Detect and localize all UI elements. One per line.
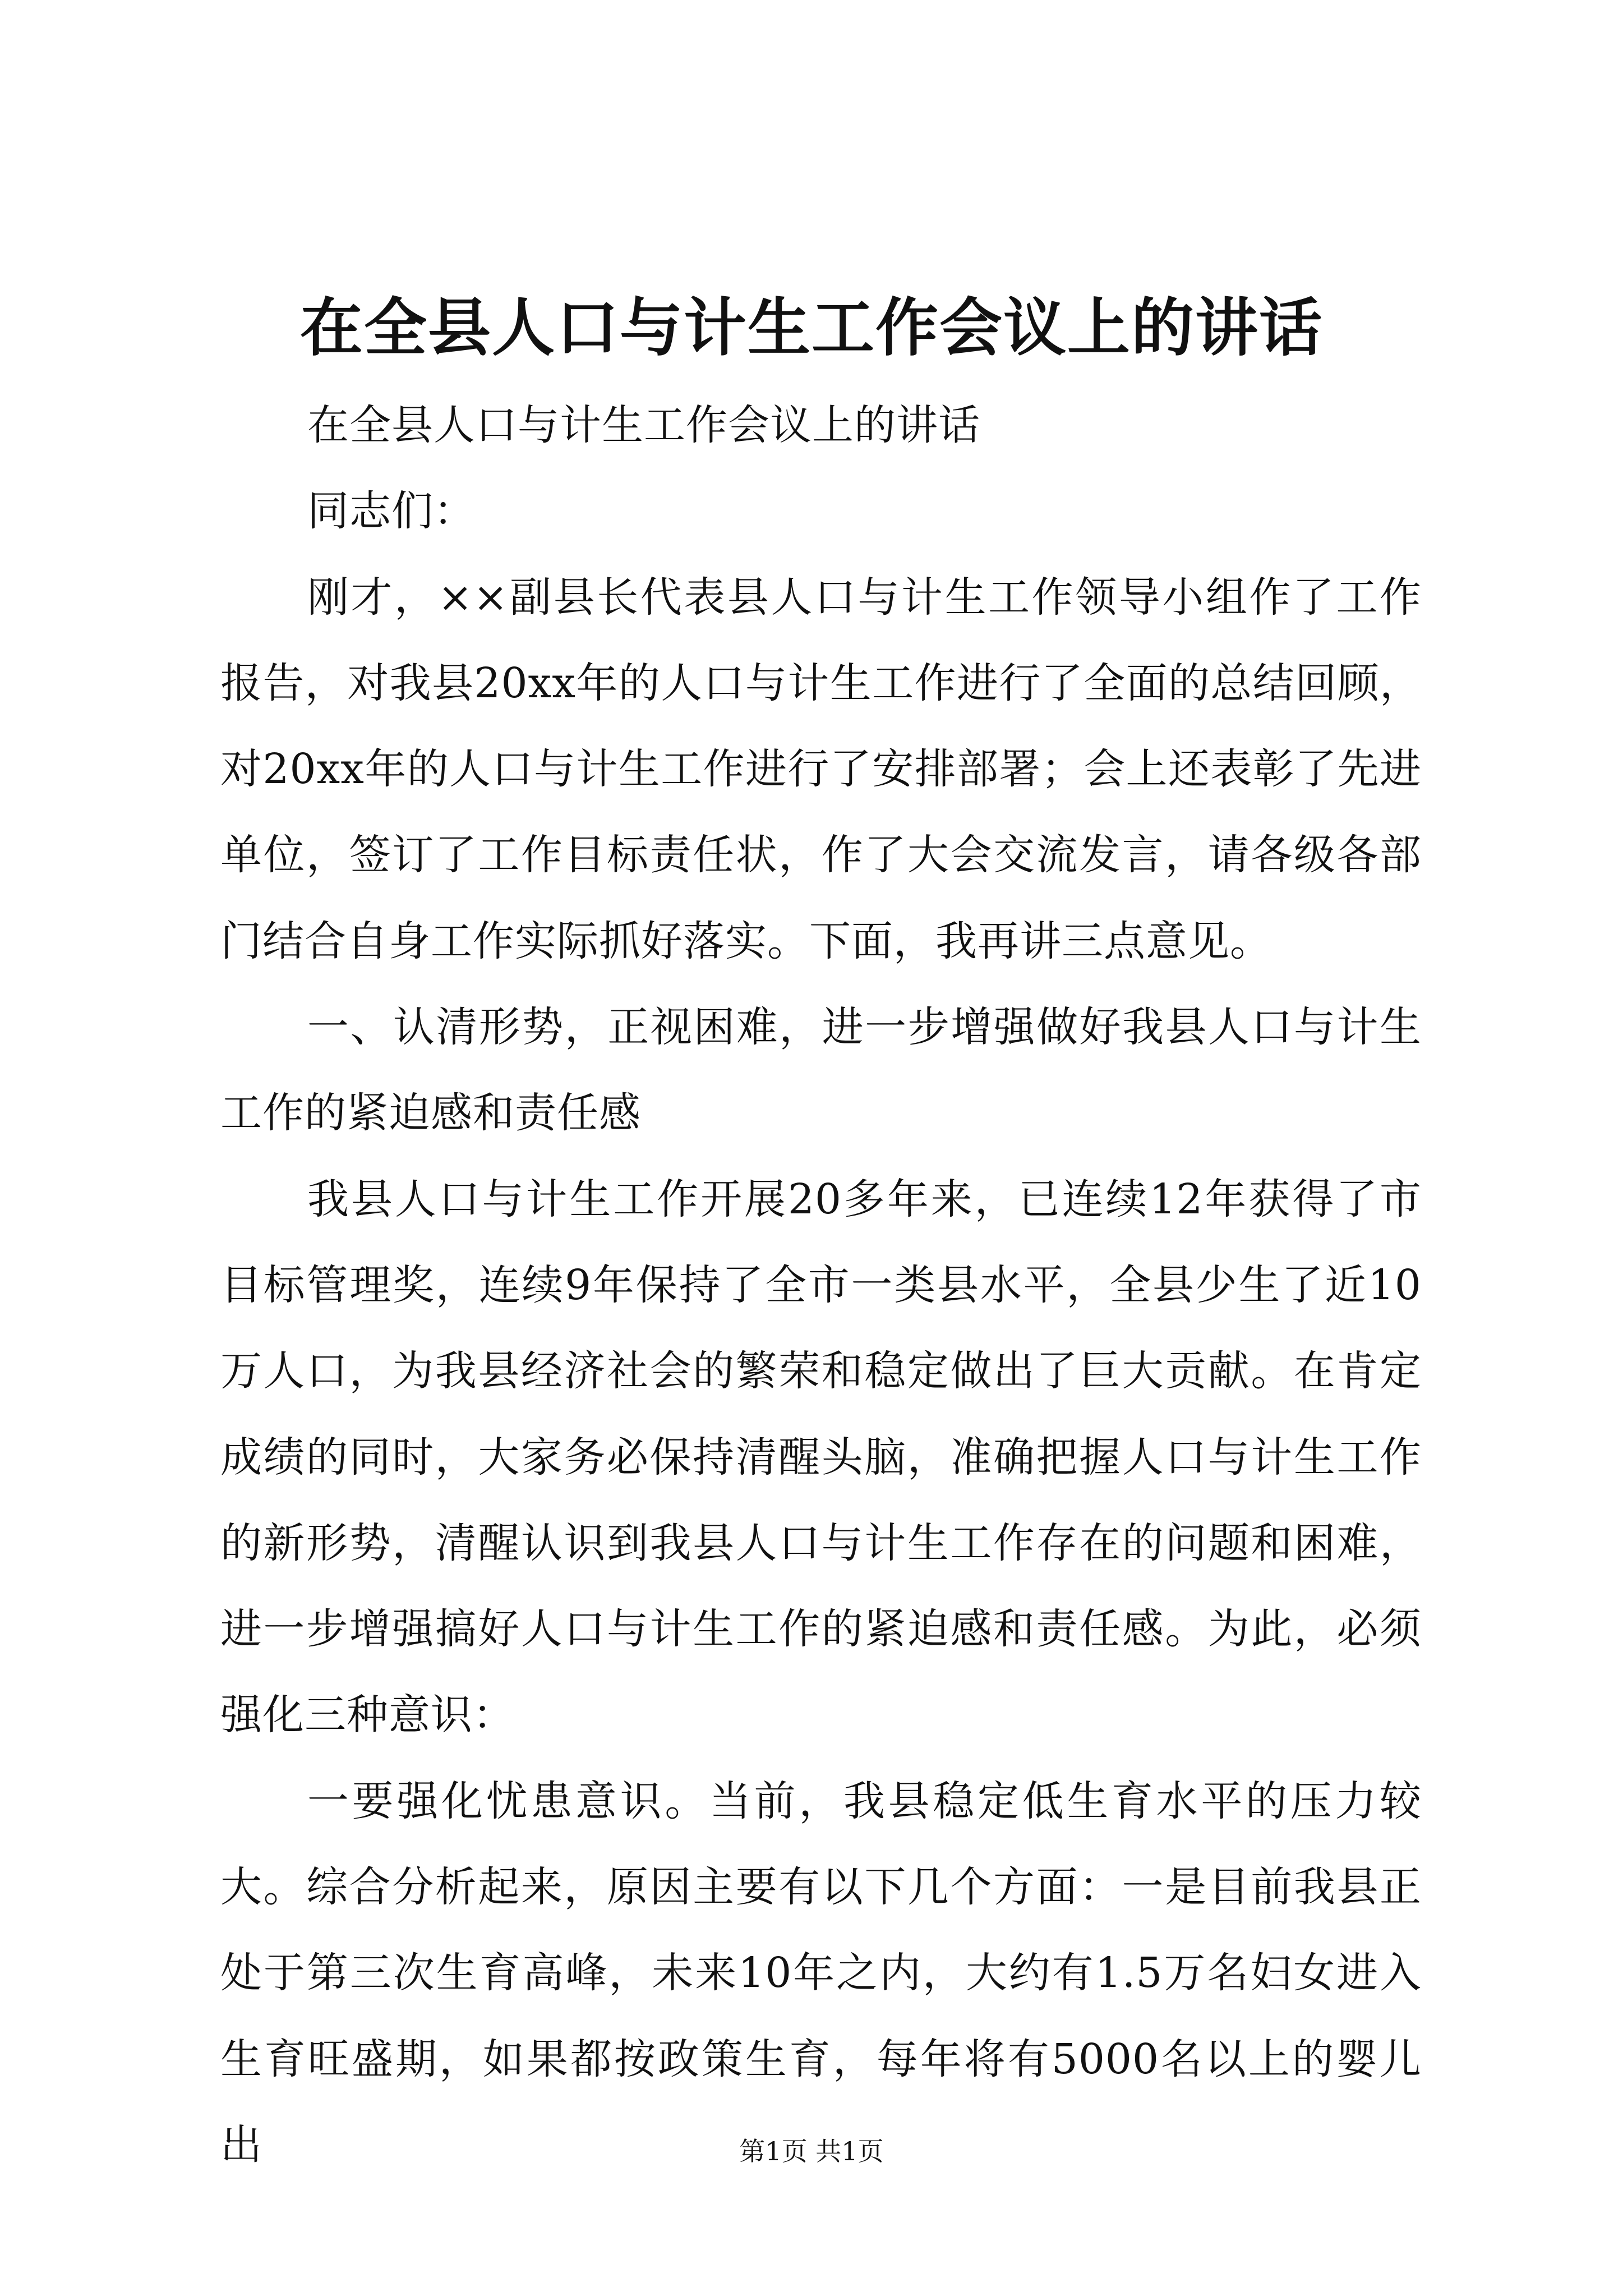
- body-paragraph: 我县人口与计生工作开展20多年来，已连续12年获得了市目标管理奖，连续9年保持了全市一类县水平，全县少生了近10万人口，为我县经济社会的繁荣和稳定做出了巨大贡献。在肯定成绩的同时，大家务必保持清醒头脑，准确把握人口与计生工作的新形势，清醒认识到我县人口与计生工作存在的问题和困难，进一步增强搞好人口与计生工作的紧迫感和责任感。为此，必须强化三种意识：: [220, 1175, 1422, 1740]
- document-title: 在全县人口与计生工作会议上的讲话: [300, 291, 1323, 365]
- body-paragraph: 一要强化忧患意识。当前，我县稳定低生育水平的压力较大。综合分析起来，原因主要有以下几个方面：一是目前我县正处于第三次生育高峰，未来10年之内，大约有1.5万名妇女进入生育旺盛期，如果都按政策生育，每年将有5000名以上的婴儿出: [220, 1777, 1422, 2169]
- section-heading-1: 一、认清形势，正视困难，进一步增强做好我县人口与计生工作的紧迫感和责任感: [220, 1003, 1422, 1138]
- document-body: [220, 383, 1422, 2188]
- page-footer: 第1页 共1页: [739, 2136, 884, 2166]
- intro-paragraph: 刚才，××副县长代表县人口与计生工作领导小组作了工作报告，对我县20xx年的人口与计生工作进行了全面的总结回顾，对20xx年的人口与计生工作进行了安排部署；会上还表彰了先进单位，签订了工作目标责任状，作了大会交流发言，请各级各部门结合自身工作实际抓好落实。下面，我再讲三点意见。: [220, 573, 1422, 965]
- salutation-paragraph: 同志们：: [307, 487, 476, 536]
- subtitle-paragraph: 在全县人口与计生工作会议上的讲话: [307, 401, 980, 449]
